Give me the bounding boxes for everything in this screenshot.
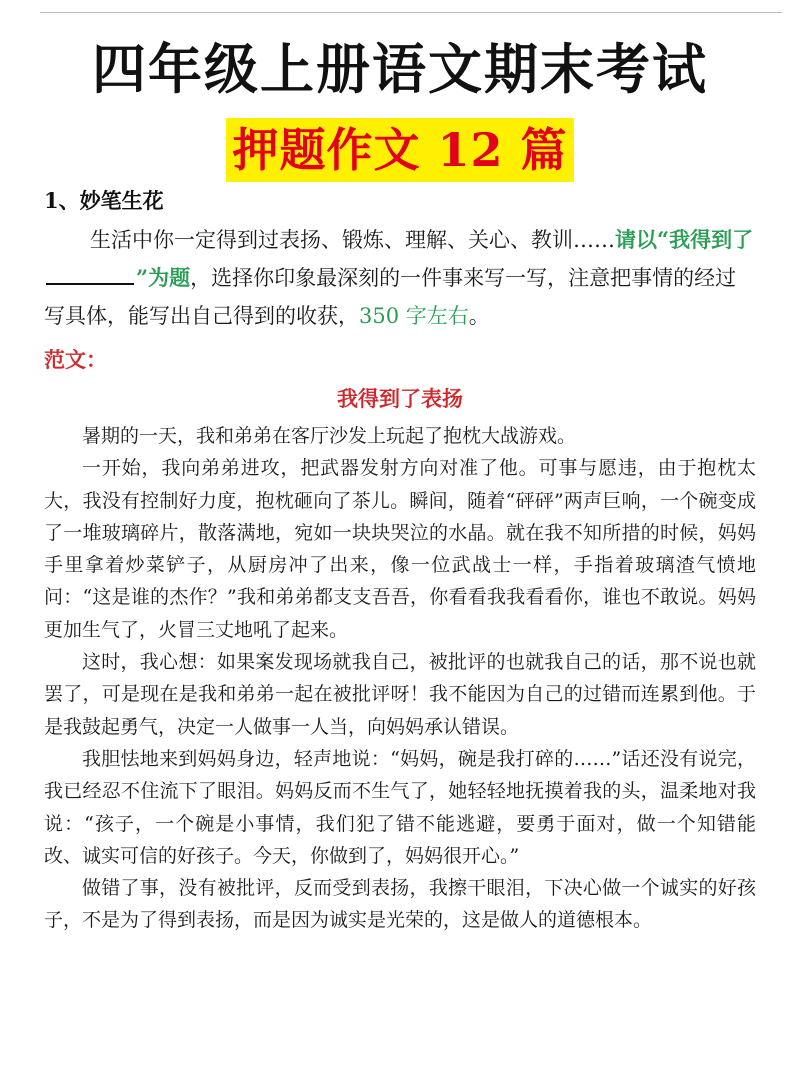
prompt-text-2: ，选择你印象最深刻的一件事来写一写，注意把事情的经过写具体，能写出自己得到的收获，	[44, 266, 737, 328]
essay-body	[44, 420, 756, 937]
prompt-text-1: 生活中你一定得到过表扬、锻炼、理解、关心、教训……	[90, 228, 615, 252]
prompt-topic-start: 请以“我得到了	[615, 227, 754, 252]
word-count-requirement: 350 字左右	[359, 304, 469, 328]
page-title: 四年级上册语文期末考试	[92, 38, 708, 101]
essay-paragraph: 一开始，我向弟弟进攻，把武器发射方向对准了他。可事与愿违，由于抱枕太大，我没有控制好力度，抱枕砸向了茶儿。瞬间，随着“砰砰”两声巨响，一个碗变成了一堆玻璃碎片，散落满地，宛如一块块哭泣的水晶。就在我不知所措的时候，妈妈手里拿着炒菜铲子，从厨房冲了出来，像一位武战士一样，手指着玻璃渣气愤地问：“这是谁的杰作？”我和弟弟都支支吾吾，你看看我我看看你，谁也不敢说。妈妈更加生气了，火冒三丈地吼了起来。	[44, 457, 756, 641]
essay-paragraph: 暑期的一天，我和弟弟在客厅沙发上玩起了抱枕大战游戏。	[82, 425, 577, 447]
essay-paragraph: 我胆怯地来到妈妈身边，轻声地说：“妈妈，碗是我打碎的……”话还没有说完，我已经忍不住流下了眼泪。妈妈反而不生气了，她轻轻地抚摸着我的头，温柔地对我说：“孩子，一个碗是小事情，我们犯了错不能逃避，要勇于面对，做一个知错能改、诚实可信的好孩子。今天，你做到了，妈妈很开心。”	[44, 747, 756, 867]
subtitle-banner: 押题作文 12 篇	[226, 118, 573, 182]
prompt-text-end: 。	[468, 304, 490, 328]
essay-paragraph: 这时，我心想：如果案发现场就我自己，被批评的也就我自己的话，那不说也就罢了，可是现在是我和弟弟一起在被批评呀！我不能因为自己的过错而连累到他。于是我鼓起勇气，决定一人做事一人当，向妈妈承认错误。	[44, 651, 756, 738]
top-divider	[40, 12, 782, 13]
prompt-topic-end: ”为题	[136, 265, 191, 290]
question-heading: 1、妙笔生花	[44, 188, 164, 213]
essay-title: 我得到了表扬	[337, 386, 463, 411]
question-prompt	[44, 221, 756, 335]
title-blank-line	[46, 259, 134, 285]
sample-essay-label: 范文：	[44, 347, 107, 372]
essay-paragraph: 做错了事，没有被批评，反而受到表扬，我擦干眼泪，下决心做一个诚实的好孩子，不是为了得到表扬，而是因为诚实是光荣的，这是做人的道德根本。	[44, 877, 756, 932]
subtitle-banner-wrap	[0, 118, 800, 182]
